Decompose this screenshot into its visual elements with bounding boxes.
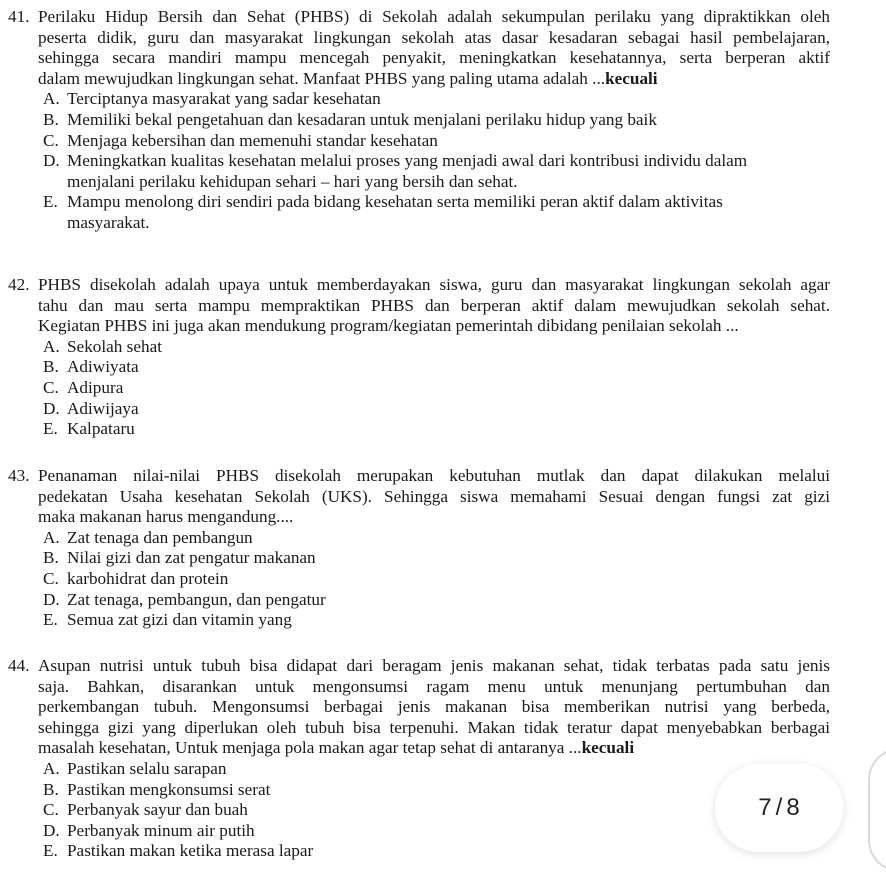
current-page: 7 [758,794,772,821]
question-number: 44. [8,656,30,675]
option-b[interactable]: B. Pastikan mengkonsumsi serat [43,779,271,799]
option-d-continuation: menjalani perilaku kehidupan sehari – hari yang bersih dan sehat. [67,171,518,191]
option-d[interactable]: D. Adiwijaya [43,398,139,418]
question-text-line: masalah kesehatan, Untuk menjaga pola makan agar tetap sehat di antaranya ... [38,738,582,758]
option-e[interactable]: E. Kalpataru [43,419,135,439]
option-e[interactable]: E. Semua zat gizi dan vitamin yang [43,610,292,630]
question-text-line: Perilaku Hidup Bersih dan Sehat (PHBS) di Sekolah adalah sekumpulan perilaku yang dipraktikkan oleh [38,7,830,26]
option-c[interactable]: C. Adipura [43,377,124,397]
question-text-line: Penanaman nilai-nilai PHBS disekolah merupakan kebutuhan mutlak dan dapat dilakukan melalui [38,466,830,485]
question-text-line: pedekatan Usaha kesehatan Sekolah (UKS). Sehingga siswa memahami Sesuai dengan fungsi zat gizi [38,486,830,506]
option-a[interactable]: A. Pastikan selalu sarapan [43,758,227,778]
option-e[interactable]: E. Pastikan makan ketika merasa lapar [43,841,314,861]
question-text-line: tahu dan mau serta mampu mempraktikan PHBS dan berperan aktif dalam mewujudkan sekolah sehat. [38,295,830,315]
question-42 [8,275,830,440]
option-b[interactable]: B. Memiliki bekal pengetahuan dan kesadaran untuk menjalani perilaku hidup yang baik [43,109,657,129]
question-text-line: PHBS disekolah adalah upaya untuk memberdayakan siswa, guru dan masyarakat lingkungan sekolah agar [38,275,830,294]
question-text-line: saja. Bahkan, disarankan untuk mengonsumsi ragam menu untuk menunjang pertumbuhan dan [38,676,830,696]
question-text-line: sehingga gizi yang diperlukan oleh tubuh bisa terpenuhi. Makan tidak teratur dapat menyebabkan berbagai [38,717,830,737]
question-text-line: Asupan nutrisi untuk tubuh bisa didapat dari beragam jenis makanan sehat, tidak terbatas pada satu jenis [38,656,830,675]
option-c[interactable]: C. Perbanyak sayur dan buah [43,800,248,820]
option-c[interactable]: C. karbohidrat dan protein [43,568,229,588]
question-number: 41. [8,7,30,26]
option-d[interactable]: D. Perbanyak minum air putih [43,820,255,840]
option-d[interactable]: D. Zat tenaga, pembangun, dan pengatur [43,589,326,609]
total-pages: 8 [786,794,800,821]
question-number: 42. [8,275,30,294]
question-44 [8,656,830,862]
question-text-line: sehingga secara mandiri mampu mencegah penyakit, meningkatkan kesehatannya, serta berperan aktif [38,48,830,68]
page-indicator[interactable] [715,764,843,852]
question-keyword: kecuali [581,738,635,758]
question-text-line: perkembangan tubuh. Mengonsumsi berbagai jenis makanan bisa memberikan nutrisi yang berbeda, [38,697,830,717]
question-41 [8,7,830,234]
option-e-continuation: masyarakat. [67,212,150,232]
option-e[interactable]: E. Mampu menolong diri sendiri pada bidang kesehatan serta memiliki peran aktif dalam aktivitas [43,192,723,212]
option-a[interactable]: A. Terciptanya masyarakat yang sadar kesehatan [43,89,381,109]
option-b[interactable]: B. Nilai gizi dan zat pengatur makanan [43,548,316,568]
question-text-line: Kegiatan PHBS ini juga akan mendukung program/kegiatan pemerintah dibidang penilaian sekolah ... [38,316,739,336]
option-a[interactable]: A. Sekolah sehat [43,336,162,356]
question-43 [8,466,830,631]
option-d[interactable]: D. Meningkatkan kualitas kesehatan melalui proses yang menjadi awal dari kontribusi individu dalam [43,151,748,171]
option-b[interactable]: B. Adiwiyata [43,357,139,377]
question-number: 43. [8,466,30,485]
next-page-edge[interactable] [868,748,886,872]
question-text-line: peserta didik, guru dan masyarakat lingkungan sekolah atas dasar kesadaran sebagai hasil pembelajaran, [38,27,830,47]
question-keyword: kecuali [605,68,658,88]
question-text-line: dalam mewujudkan lingkungan sehat. Manfaat PHBS yang paling utama adalah ... [38,68,606,88]
option-c[interactable]: C. Menjaga kebersihan dan memenuhi standar kesehatan [43,130,438,150]
page-separator: / [775,794,783,821]
option-a[interactable]: A. Zat tenaga dan pembangun [43,527,253,547]
question-text-line: maka makanan harus mengandung.... [38,507,294,527]
